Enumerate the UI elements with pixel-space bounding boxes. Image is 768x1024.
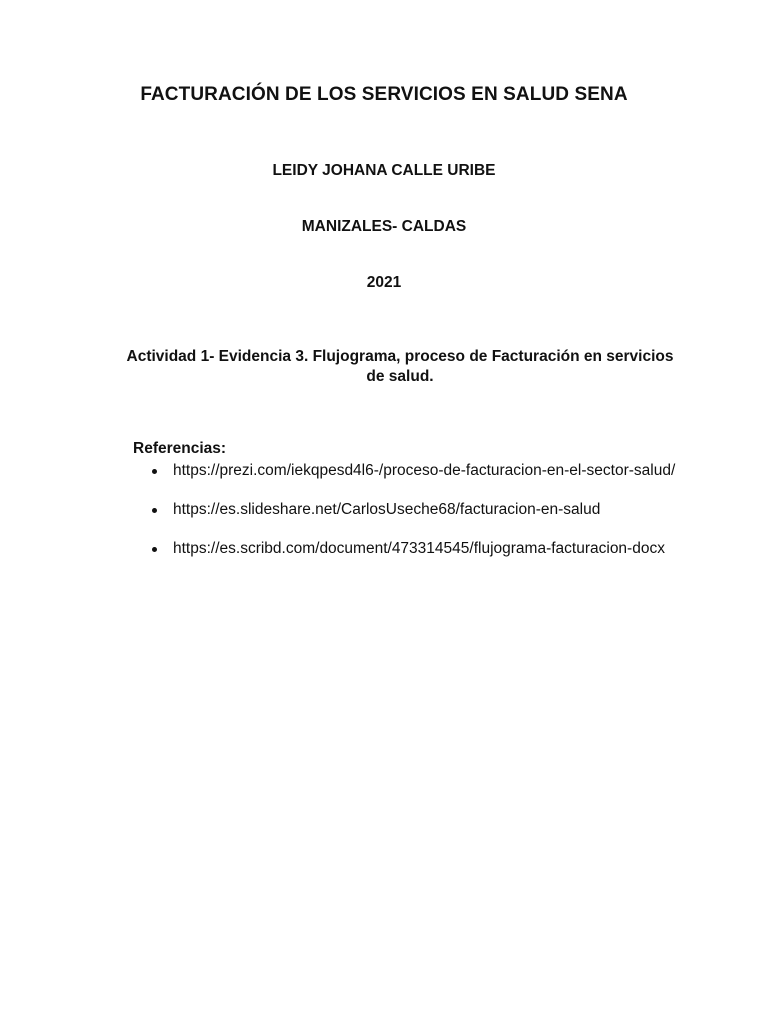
reference-link[interactable]: https://prezi.com/iekqpesd4l6-/proceso-de-facturacion-en-el-sector-salud/ bbox=[173, 462, 676, 479]
author-name: LEIDY JOHANA CALLE URIBE bbox=[272, 162, 496, 179]
references-heading: Referencias: bbox=[133, 440, 227, 457]
year: 2021 bbox=[366, 274, 402, 291]
activity-description: Actividad 1- Evidencia 3. Flujograma, proceso de Facturación en servicios de salud. bbox=[126, 348, 674, 385]
references-list bbox=[133, 461, 693, 578]
document-title: FACTURACIÓN DE LOS SERVICIOS EN SALUD SENA bbox=[140, 84, 628, 105]
bullet-icon bbox=[152, 547, 157, 552]
location: MANIZALES- CALDAS bbox=[301, 218, 467, 235]
reference-link[interactable]: https://es.slideshare.net/CarlosUseche68/facturacion-en-salud bbox=[173, 501, 601, 518]
reference-link[interactable]: https://es.scribd.com/document/473314545/flujograma-facturacion-docx bbox=[173, 540, 665, 557]
bullet-icon bbox=[152, 508, 157, 513]
reference-item bbox=[133, 461, 693, 481]
reference-item bbox=[133, 539, 693, 559]
bullet-icon bbox=[152, 469, 157, 474]
reference-item bbox=[133, 500, 693, 520]
